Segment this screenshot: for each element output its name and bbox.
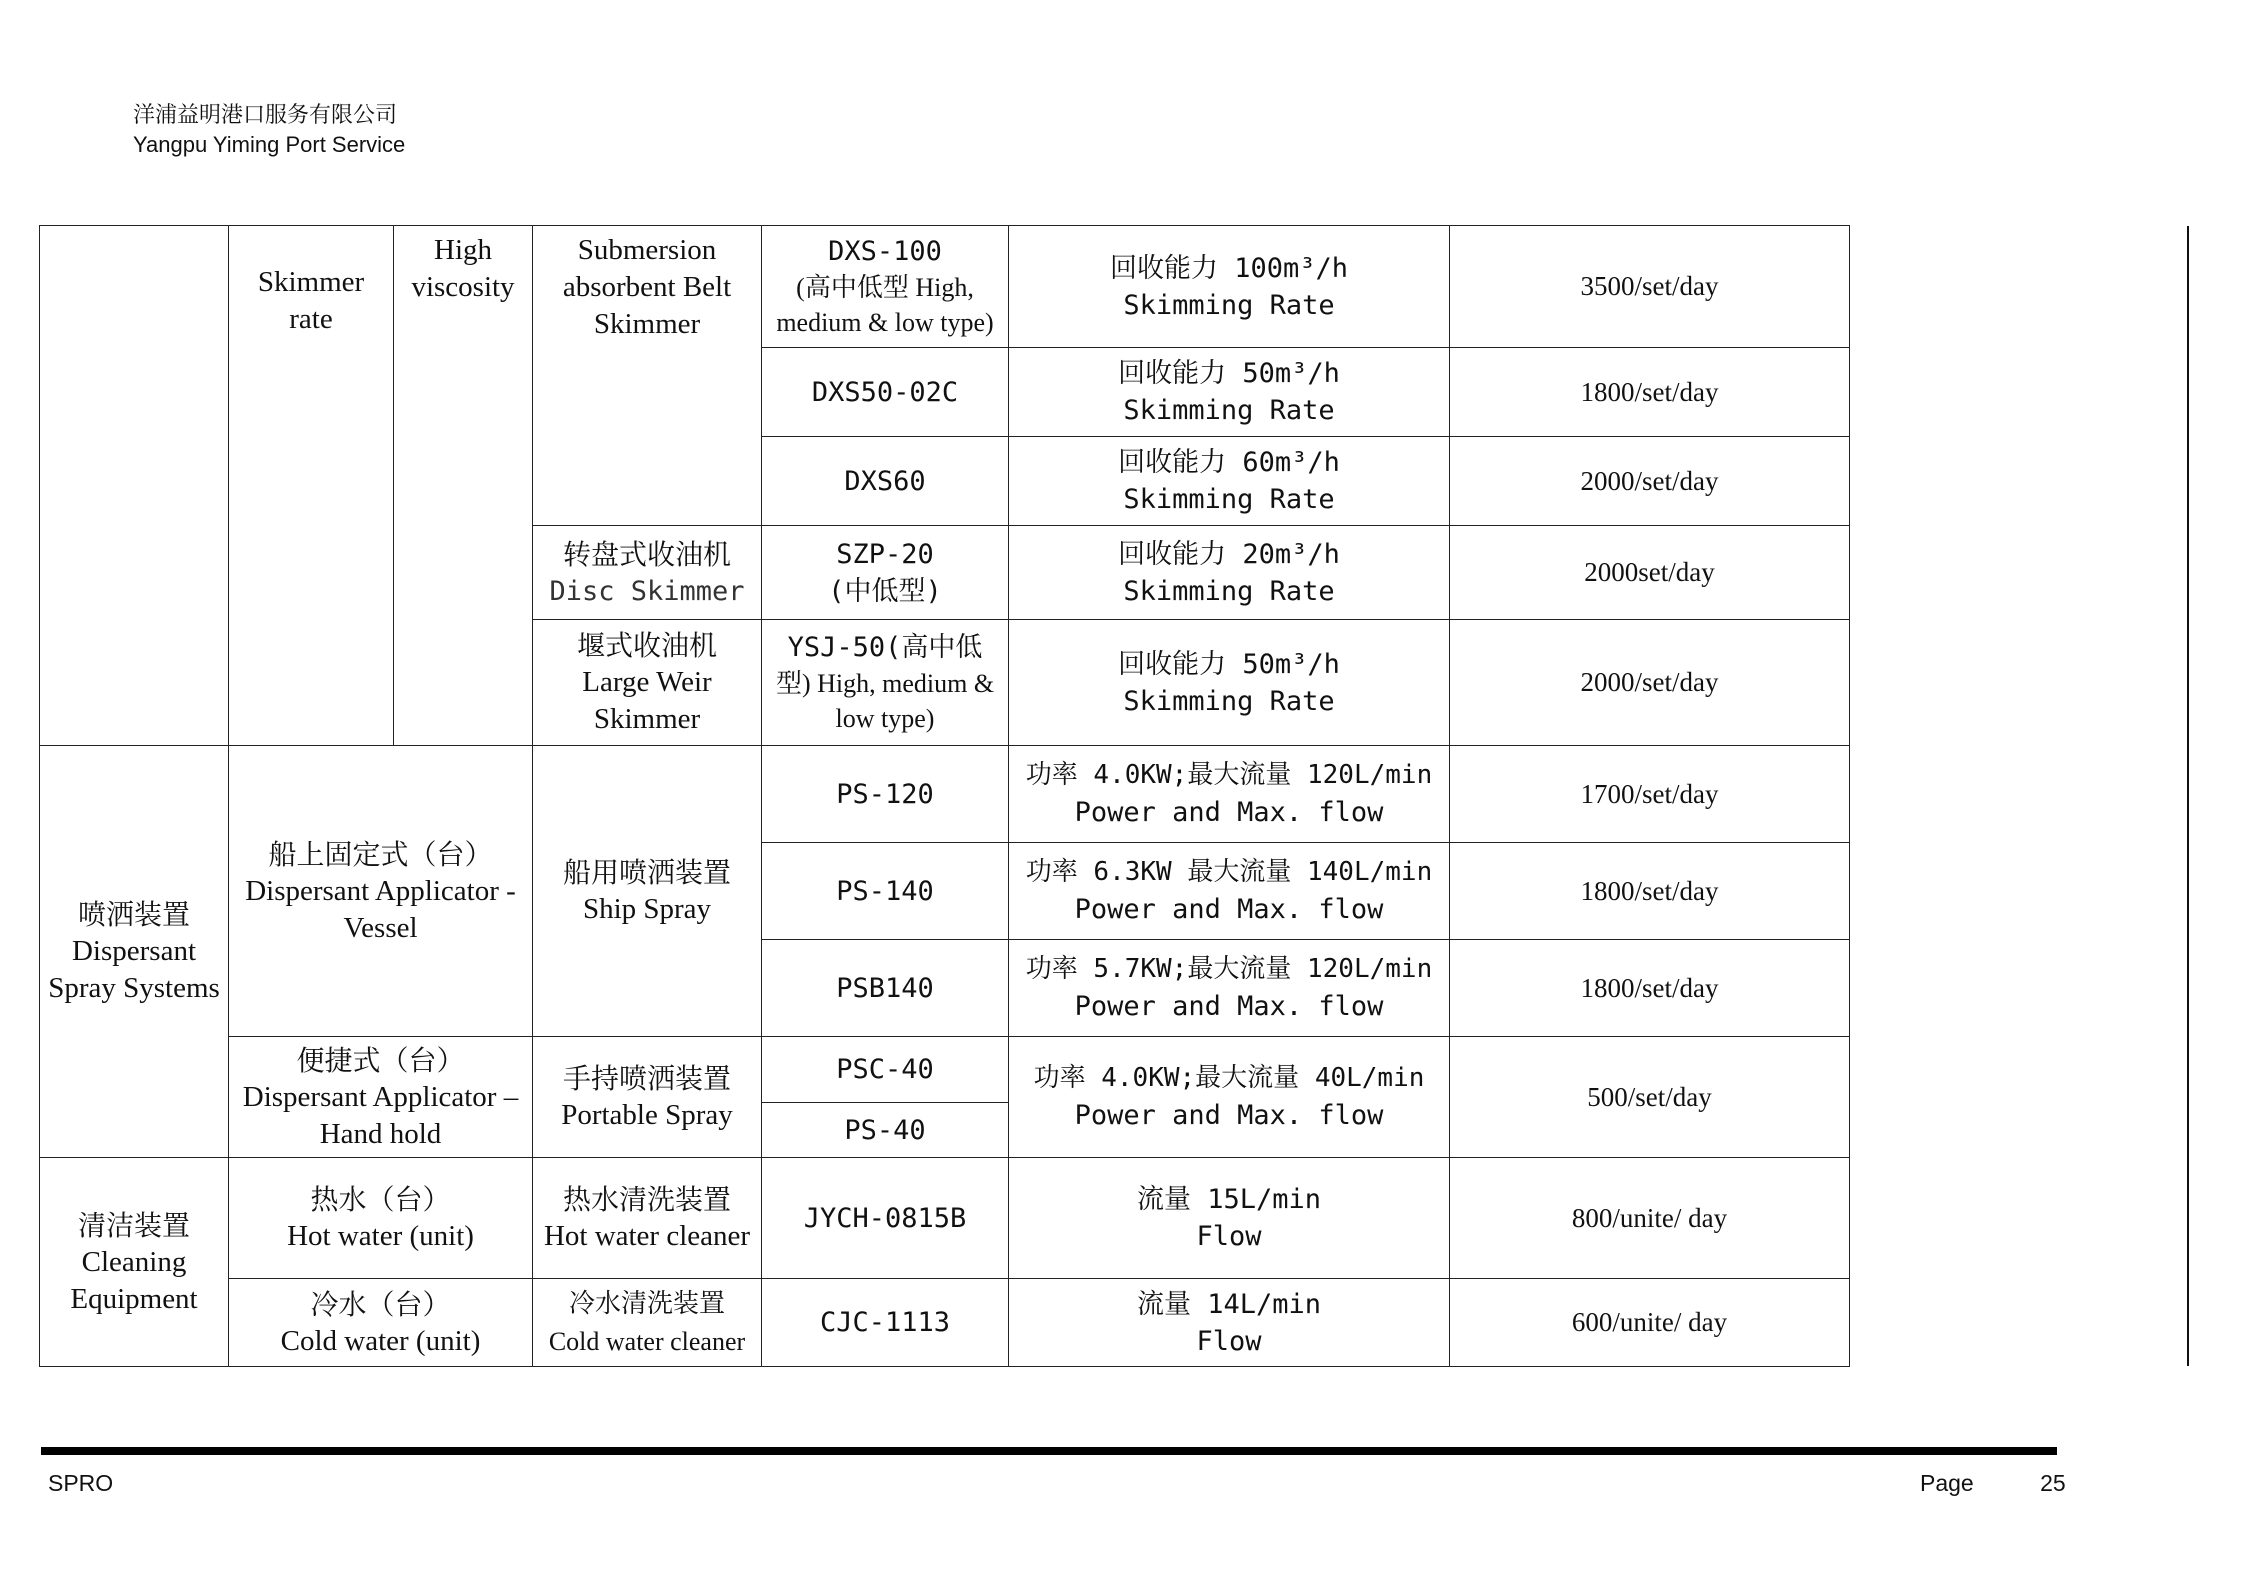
right-margin-rule bbox=[2187, 226, 2189, 1366]
page-number: 25 bbox=[2040, 1470, 2066, 1496]
model-cell: PSB140 bbox=[762, 940, 1009, 1037]
price-cell: 2000set/day bbox=[1450, 526, 1850, 620]
model-cell: YSJ-50(高中低 型) High, medium & low type) bbox=[762, 620, 1009, 746]
model-cell: DXS-100 (高中低型 High, medium & low type) bbox=[762, 226, 1009, 348]
cold-water-cleaner-type-cell: 冷水清洗装置 Cold water cleaner bbox=[533, 1279, 762, 1367]
capacity-cell: 回收能力 60m³/h Skimming Rate bbox=[1009, 437, 1450, 526]
table-row bbox=[40, 1037, 1850, 1103]
model-cell: PS-40 bbox=[762, 1103, 1009, 1158]
hand-applicator-cell: 便捷式（台） Dispersant Applicator – Hand hold bbox=[229, 1037, 533, 1158]
company-name-cn: 洋浦益明港口服务有限公司 bbox=[133, 102, 398, 127]
capacity-cell: 回收能力 50m³/h Skimming Rate bbox=[1009, 348, 1450, 437]
model-cell: DXS50-02C bbox=[762, 348, 1009, 437]
footer-rule bbox=[41, 1447, 2057, 1455]
belt-skimmer-type-cell: Submersion absorbent Belt Skimmer bbox=[533, 226, 762, 526]
capacity-cell: 流量 14L/min Flow bbox=[1009, 1279, 1450, 1367]
table-row bbox=[40, 1158, 1850, 1279]
model-cell: SZP-20 (中低型) bbox=[762, 526, 1009, 620]
price-cell: 500/set/day bbox=[1450, 1037, 1850, 1158]
price-cell: 800/unite/ day bbox=[1450, 1158, 1850, 1279]
table-row bbox=[40, 746, 1850, 843]
page-indicator bbox=[1920, 1470, 2066, 1497]
ship-spray-type-cell: 船用喷洒装置 Ship Spray bbox=[533, 746, 762, 1037]
page-header bbox=[133, 100, 405, 160]
model-cell: PSC-40 bbox=[762, 1037, 1009, 1103]
page-label: Page bbox=[1920, 1470, 1974, 1496]
price-cell: 1800/set/day bbox=[1450, 348, 1850, 437]
skimmer-rate-cell: Skimmer rate bbox=[229, 226, 394, 746]
price-cell: 2000/set/day bbox=[1450, 620, 1850, 746]
price-cell: 1700/set/day bbox=[1450, 746, 1850, 843]
capacity-cell: 流量 15L/min Flow bbox=[1009, 1158, 1450, 1279]
capacity-cell: 功率 6.3KW 最大流量 140L/min Power and Max. flow bbox=[1009, 843, 1450, 940]
viscosity-cell: High viscosity bbox=[394, 226, 533, 746]
footer-brand: SPRO bbox=[48, 1470, 114, 1496]
capacity-cell: 功率 4.0KW;最大流量 40L/min Power and Max. flow bbox=[1009, 1037, 1450, 1158]
disc-skimmer-type-cell: 转盘式收油机 Disc Skimmer bbox=[533, 526, 762, 620]
model-cell: JYCH-0815B bbox=[762, 1158, 1009, 1279]
price-cell: 3500/set/day bbox=[1450, 226, 1850, 348]
vessel-applicator-cell: 船上固定式（台） Dispersant Applicator - Vessel bbox=[229, 746, 533, 1037]
portable-spray-type-cell: 手持喷洒装置 Portable Spray bbox=[533, 1037, 762, 1158]
price-cell: 2000/set/day bbox=[1450, 437, 1850, 526]
hot-water-cell: 热水（台） Hot water (unit) bbox=[229, 1158, 533, 1279]
price-cell: 1800/set/day bbox=[1450, 940, 1850, 1037]
dispersant-category-cell: 喷洒装置 Dispersant Spray Systems bbox=[40, 746, 229, 1158]
price-cell: 600/unite/ day bbox=[1450, 1279, 1850, 1367]
model-cell: DXS60 bbox=[762, 437, 1009, 526]
model-cell: PS-140 bbox=[762, 843, 1009, 940]
hot-water-cleaner-type-cell: 热水清洗装置 Hot water cleaner bbox=[533, 1158, 762, 1279]
table-row bbox=[40, 1279, 1850, 1367]
table-row bbox=[40, 226, 1850, 348]
capacity-cell: 回收能力 100m³/h Skimming Rate bbox=[1009, 226, 1450, 348]
weir-skimmer-type-cell: 堰式收油机 Large Weir Skimmer bbox=[533, 620, 762, 746]
company-name-en: Yangpu Yiming Port Service bbox=[133, 132, 406, 157]
model-cell: PS-120 bbox=[762, 746, 1009, 843]
capacity-cell: 回收能力 50m³/h Skimming Rate bbox=[1009, 620, 1450, 746]
cold-water-cell: 冷水（台） Cold water (unit) bbox=[229, 1279, 533, 1367]
equipment-rate-table bbox=[39, 225, 1850, 1367]
model-cell: CJC-1113 bbox=[762, 1279, 1009, 1367]
cleaning-category-cell: 清洁装置 Cleaning Equipment bbox=[40, 1158, 229, 1367]
capacity-cell: 功率 5.7KW;最大流量 120L/min Power and Max. flow bbox=[1009, 940, 1450, 1037]
price-cell: 1800/set/day bbox=[1450, 843, 1850, 940]
capacity-cell: 回收能力 20m³/h Skimming Rate bbox=[1009, 526, 1450, 620]
capacity-cell: 功率 4.0KW;最大流量 120L/min Power and Max. flow bbox=[1009, 746, 1450, 843]
category-cell-empty bbox=[40, 226, 229, 746]
